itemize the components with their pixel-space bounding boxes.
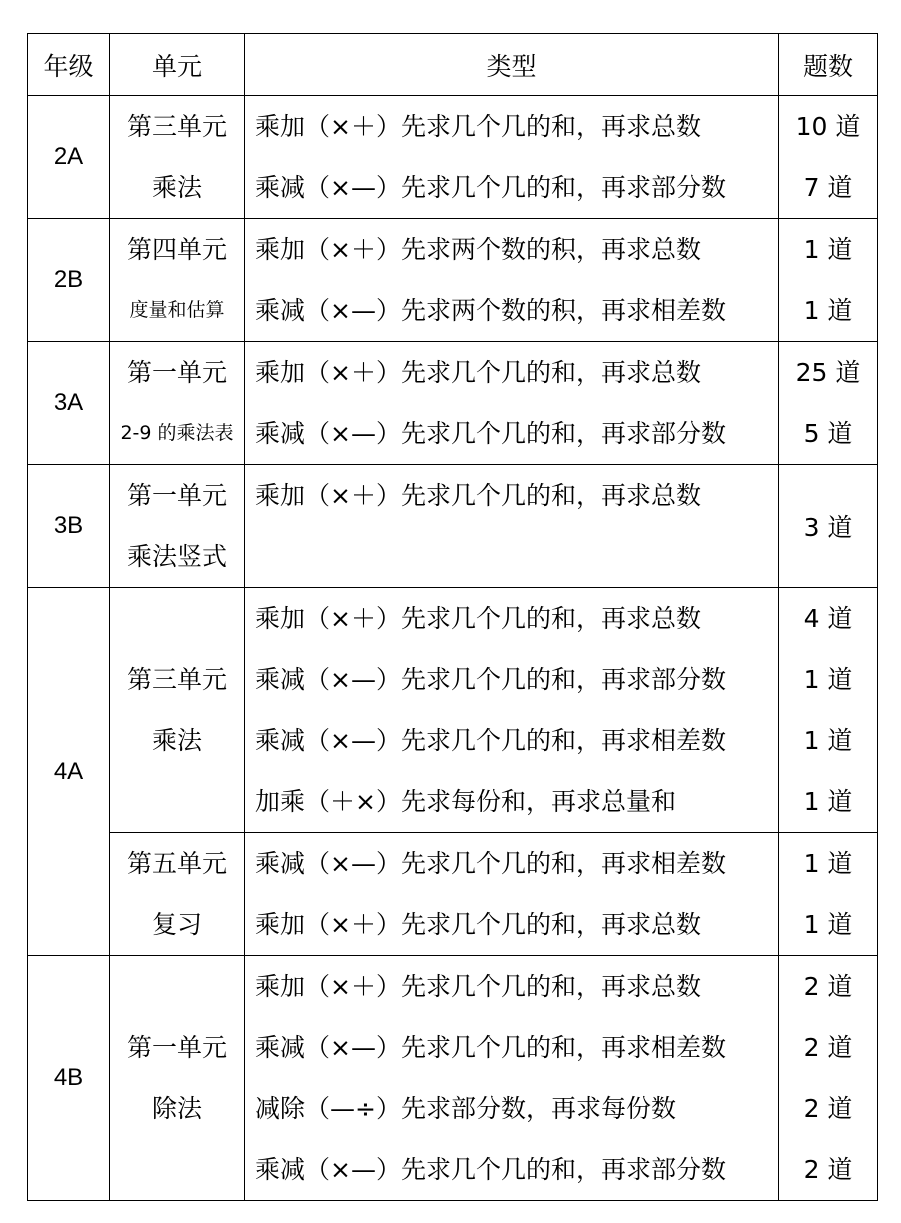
count-cell: 3 道	[779, 465, 878, 588]
count-item: 7 道	[803, 173, 853, 202]
unit-cell	[110, 219, 245, 342]
count-item: 1 道	[803, 296, 853, 325]
type-item: 乘加（×＋）先求几个几的和，再求总数	[255, 604, 701, 633]
unit-cell	[110, 588, 245, 833]
unit-topic: 除法	[151, 1094, 202, 1123]
header-grade: 年级	[28, 34, 110, 96]
grade-cell: 4B	[28, 956, 110, 1201]
type-item: 减除（—÷）先求部分数，再求每份数	[255, 1094, 676, 1123]
type-item: 乘加（×＋）先求几个几的和，再求总数	[255, 481, 701, 510]
unit-cell	[110, 465, 245, 588]
unit-name: 第三单元	[126, 665, 227, 694]
count-cell	[779, 342, 878, 465]
grade-cell: 2A	[28, 96, 110, 219]
type-item: 乘加（×＋）先求几个几的和，再求总数	[255, 112, 701, 141]
type-cell	[245, 956, 779, 1201]
type-cell	[245, 96, 779, 219]
table-row	[28, 833, 878, 956]
unit-name: 第一单元	[126, 1033, 227, 1062]
header-row	[28, 34, 878, 96]
type-item: 加乘（＋×）先求每份和，再求总量和	[255, 787, 676, 816]
table-row	[28, 342, 878, 465]
count-item: 1 道	[803, 726, 853, 755]
count-item: 2 道	[803, 1033, 853, 1062]
count-item: 1 道	[803, 665, 853, 694]
header-unit: 单元	[110, 34, 245, 96]
count-item: 2 道	[803, 1094, 853, 1123]
type-item: 乘加（×＋）先求几个几的和，再求总数	[255, 972, 701, 1001]
unit-topic: 度量和估算	[129, 299, 225, 321]
count-item: 10 道	[795, 112, 861, 141]
count-item: 2 道	[803, 1155, 853, 1184]
unit-cell	[110, 833, 245, 956]
type-cell	[245, 465, 779, 588]
unit-name: 第五单元	[126, 849, 227, 878]
count-item: 2 道	[803, 972, 853, 1001]
count-cell	[779, 956, 878, 1201]
unit-cell	[110, 956, 245, 1201]
count-item: 1 道	[803, 849, 853, 878]
type-item: 乘减（×—）先求几个几的和，再求相差数	[255, 726, 726, 755]
type-cell	[245, 588, 779, 833]
count-cell	[779, 96, 878, 219]
count-item: 25 道	[795, 358, 861, 387]
header-count: 题数	[779, 34, 878, 96]
unit-topic: 2-9 的乘法表	[120, 422, 234, 444]
type-item: 乘减（×—）先求几个几的和，再求部分数	[255, 665, 726, 694]
count-cell	[779, 219, 878, 342]
type-item: 乘减（×—）先求几个几的和，再求相差数	[255, 849, 726, 878]
unit-topic: 乘法竖式	[126, 542, 227, 571]
table-row	[28, 219, 878, 342]
type-cell	[245, 342, 779, 465]
count-cell	[779, 833, 878, 956]
type-cell	[245, 833, 779, 956]
type-item: 乘减（×—）先求几个几的和，再求部分数	[255, 1155, 726, 1184]
count-item: 1 道	[803, 910, 853, 939]
table-row	[28, 96, 878, 219]
type-item: 乘加（×＋）先求两个数的积，再求总数	[255, 235, 701, 264]
grade-cell: 3A	[28, 342, 110, 465]
unit-name: 第四单元	[126, 235, 227, 264]
unit-topic: 复习	[151, 910, 202, 939]
type-item: 乘减（×—）先求几个几的和，再求部分数	[255, 419, 726, 448]
unit-name: 第一单元	[126, 481, 227, 510]
type-item: 乘减（×—）先求几个几的和，再求相差数	[255, 1033, 726, 1062]
type-item: 乘加（×＋）先求几个几的和，再求总数	[255, 358, 701, 387]
unit-topic: 乘法	[151, 726, 202, 755]
problem-type-table	[27, 33, 878, 1201]
count-item: 1 道	[803, 787, 853, 816]
grade-cell: 3B	[28, 465, 110, 588]
count-item: 4 道	[803, 604, 853, 633]
type-item: 乘减（×—）先求两个数的积，再求相差数	[255, 296, 726, 325]
type-item: 乘加（×＋）先求几个几的和，再求总数	[255, 910, 701, 939]
count-item: 1 道	[803, 235, 853, 264]
header-type: 类型	[245, 34, 779, 96]
type-cell	[245, 219, 779, 342]
unit-cell	[110, 342, 245, 465]
table-row	[28, 956, 878, 1201]
unit-cell	[110, 96, 245, 219]
grade-cell: 4A	[28, 588, 110, 956]
table-row	[28, 588, 878, 833]
unit-name: 第一单元	[126, 358, 227, 387]
unit-name: 第三单元	[126, 112, 227, 141]
type-item: 乘减（×—）先求几个几的和，再求部分数	[255, 173, 726, 202]
count-item: 5 道	[803, 419, 853, 448]
table-row	[28, 465, 878, 588]
problem-type-table-wrapper	[27, 33, 878, 1201]
unit-topic: 乘法	[151, 173, 202, 202]
type-blank-line	[255, 526, 778, 587]
count-cell	[779, 588, 878, 833]
grade-cell: 2B	[28, 219, 110, 342]
